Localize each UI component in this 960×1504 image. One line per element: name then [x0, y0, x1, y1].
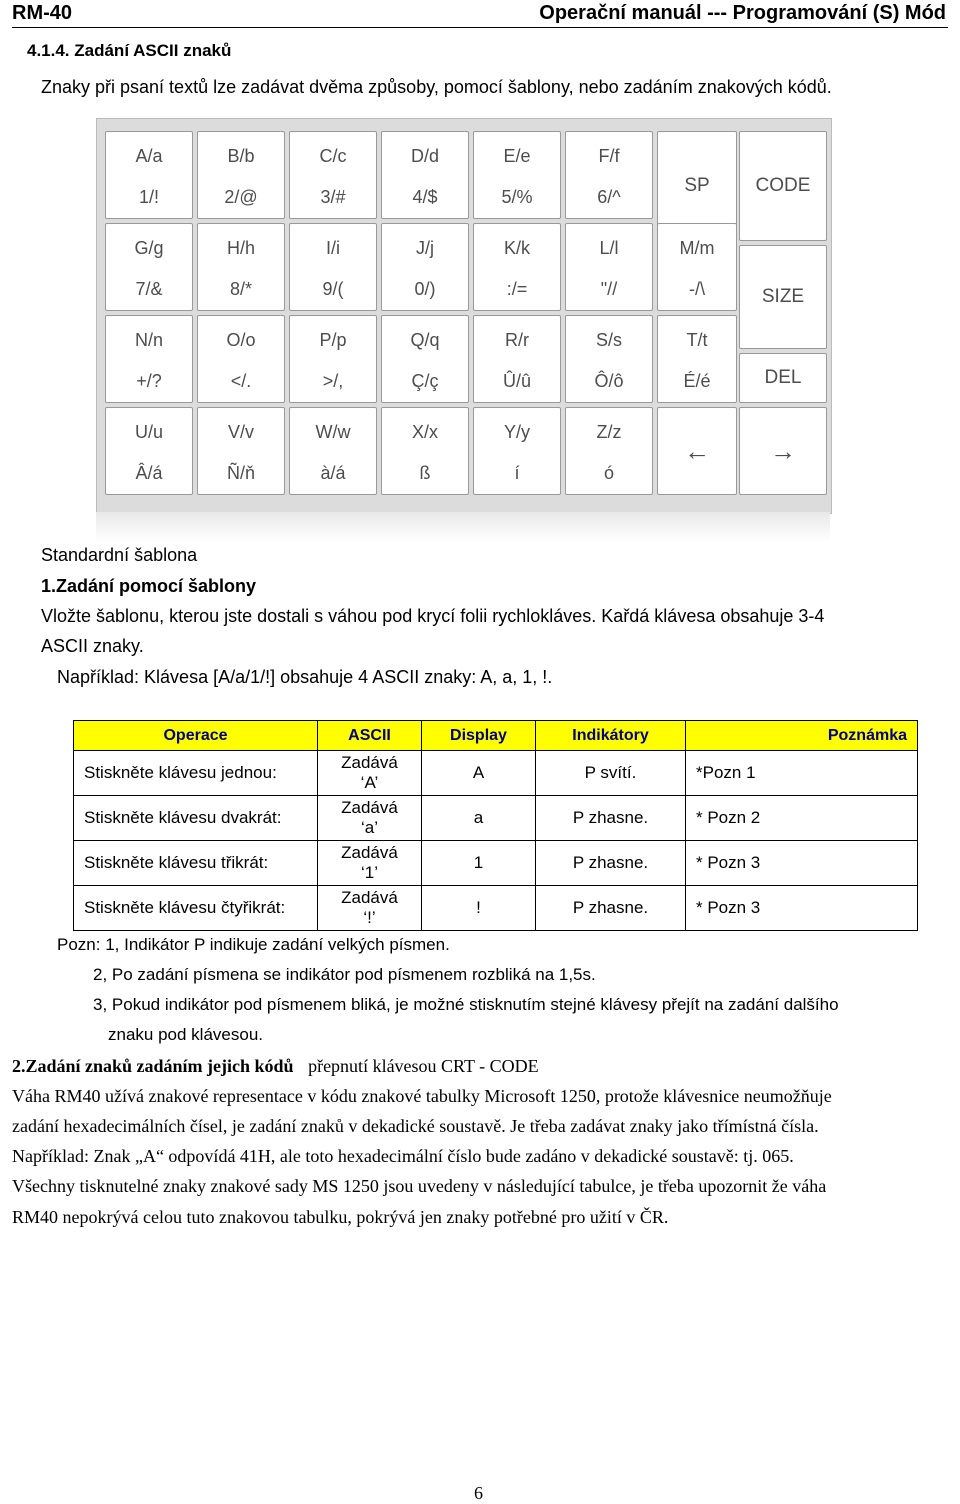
- key-lower-label: Ñ/ň: [226, 463, 255, 483]
- key-label: CODE: [755, 175, 811, 196]
- key-upper-label: V/v: [227, 422, 254, 442]
- table-row: [74, 886, 918, 931]
- ascii-char: ‘A’: [360, 773, 379, 792]
- keyboard-key: [381, 131, 469, 219]
- key-lower-label: >/,: [322, 371, 344, 391]
- operation-table: [73, 720, 918, 931]
- key-upper-label: Z/z: [596, 422, 622, 442]
- cell-indicator: P svítí.: [536, 751, 686, 796]
- cell-operation: Stiskněte klávesu jednou:: [74, 751, 318, 796]
- key-lower-label: 1/!: [138, 187, 159, 207]
- cell-ascii: [318, 886, 422, 931]
- col-header-ascii: ASCII: [318, 721, 422, 751]
- ascii-label: Zadává: [341, 798, 398, 817]
- page-header: [12, 0, 948, 28]
- keyboard-key: [105, 407, 193, 495]
- key-upper-label: H/h: [226, 238, 255, 258]
- keyboard-key: [565, 407, 653, 495]
- keyboard-key: [105, 315, 193, 403]
- key-lower-label: Â/á: [135, 463, 163, 483]
- key-upper-label: L/l: [599, 238, 619, 258]
- table-row: [74, 796, 918, 841]
- col-header-poznamka: Poznámka: [686, 721, 918, 751]
- key-upper-label: O/o: [226, 330, 256, 350]
- page-number: 6: [474, 1483, 483, 1503]
- keyboard-key: [565, 223, 653, 311]
- ascii-label: Zadává: [341, 888, 398, 907]
- keyboard-key: [657, 223, 737, 311]
- keyboard-key: [289, 223, 377, 311]
- key-upper-label: N/n: [134, 330, 163, 350]
- key-label: DEL: [764, 367, 802, 388]
- keyboard-key: [289, 407, 377, 495]
- method1-title: 1.Zadání pomocí šablony: [41, 576, 257, 596]
- key-upper-label: Y/y: [503, 422, 530, 442]
- cell-note: * Pozn 3: [686, 886, 918, 931]
- keyboard-key: [565, 131, 653, 219]
- col-header-operace: Operace: [74, 721, 318, 751]
- key-upper-label: E/e: [503, 146, 531, 166]
- key-lower-label: 0/): [414, 279, 436, 299]
- cell-display: !: [422, 886, 536, 931]
- key-lower-label: Û/û: [502, 371, 531, 391]
- key-lower-label: "//: [600, 279, 618, 299]
- key-lower-label: à/á: [320, 463, 346, 483]
- code-key: [739, 131, 827, 241]
- keyboard-key: [381, 407, 469, 495]
- method1-text: Vložte šablonu, kterou jste dostali s váhou pod krycí folii rychlokláves. Kařdá klávesa obsahuje 3-4: [41, 606, 825, 626]
- key-upper-label: W/w: [315, 422, 351, 442]
- key-upper-label: T/t: [686, 330, 708, 350]
- key-lower-label: 7/&: [135, 279, 163, 299]
- method2-title: 2.Zadání znaků zadáním jejich kódů: [12, 1056, 294, 1076]
- cell-note: * Pozn 3: [686, 841, 918, 886]
- section-title: 4.1.4. Zadání ASCII znaků: [27, 41, 232, 60]
- note-2: 2, Po zadání písmena se indikátor pod písmenem rozbliká na 1,5s.: [93, 965, 596, 984]
- table-row: [74, 751, 918, 796]
- cell-display: A: [422, 751, 536, 796]
- key-upper-label: F/f: [598, 146, 620, 166]
- key-lower-label: ó: [603, 463, 614, 483]
- arrow-right-icon: →: [770, 436, 796, 466]
- key-lower-label: 2/@: [224, 187, 258, 207]
- keyboard-key: [105, 223, 193, 311]
- keyboard-key: [197, 223, 285, 311]
- key-upper-label: A/a: [135, 146, 163, 166]
- cell-ascii: [318, 841, 422, 886]
- cell-display: a: [422, 796, 536, 841]
- cell-indicator: P zhasne.: [536, 796, 686, 841]
- key-lower-label: í: [514, 463, 520, 483]
- key-upper-label: J/j: [416, 238, 434, 258]
- cell-operation: Stiskněte klávesu dvakrát:: [74, 796, 318, 841]
- key-lower-label: 5/%: [501, 187, 533, 207]
- key-lower-label: +/?: [136, 371, 162, 391]
- key-lower-label: :/=: [506, 279, 528, 299]
- method2-heading: [12, 1056, 539, 1077]
- keyboard-key: [565, 315, 653, 403]
- cell-display: 1: [422, 841, 536, 886]
- cell-ascii: [318, 796, 422, 841]
- method2-line: RM40 nepokrývá celou tuto znakovou tabulku, pokrývá jen znaky potřebné pro užití v ČR.: [12, 1207, 669, 1227]
- keyboard-key: [289, 131, 377, 219]
- key-label: SP: [684, 175, 710, 196]
- table-row: [74, 841, 918, 886]
- cell-ascii: [318, 751, 422, 796]
- keyboard-key: [381, 315, 469, 403]
- method2-line: Všechny tisknutelné znaky znakové sady MS 1250 jsou uvedeny v následující tabulce, je třeba upozornit že váha: [12, 1176, 827, 1196]
- cell-operation: Stiskněte klávesu čtyřikrát:: [74, 886, 318, 931]
- cell-indicator: P zhasne.: [536, 886, 686, 931]
- key-upper-label: D/d: [410, 146, 439, 166]
- table-header-row: [74, 721, 918, 751]
- ascii-char: ‘!’: [363, 908, 376, 927]
- intro-text: Znaky při psaní textů lze zadávat dvěma způsoby, pomocí šablony, nebo zadáním znakových kódů.: [41, 77, 832, 97]
- cell-indicator: P zhasne.: [536, 841, 686, 886]
- keyboard-shadow: [96, 512, 830, 542]
- arrow-left-icon: ←: [684, 436, 710, 466]
- key-lower-label: 9/(: [322, 279, 344, 299]
- key-label: SIZE: [761, 286, 805, 307]
- key-upper-label: U/u: [134, 422, 163, 442]
- ascii-char: ‘a’: [360, 818, 378, 837]
- key-lower-label: 8/*: [229, 279, 253, 299]
- keyboard-key: [473, 131, 561, 219]
- key-upper-label: Q/q: [410, 330, 440, 350]
- left-arrow-key: [657, 407, 737, 495]
- del-key: [739, 353, 827, 403]
- keyboard-key: [473, 223, 561, 311]
- note-1: Pozn: 1, Indikátor P indikuje zadání velkých písmen.: [57, 935, 450, 954]
- key-lower-label: 6/^: [597, 187, 621, 207]
- method2-subtitle: přepnutí klávesou CRT - CODE: [308, 1056, 539, 1076]
- method2-line: zadání hexadecimálních čísel, je zadání znaků v dekadické soustavě. Je třeba zadávat znaky jako třímístná čísla.: [12, 1116, 819, 1136]
- manual-model: RM-40: [12, 2, 73, 24]
- ascii-char: ‘1’: [360, 863, 378, 882]
- cell-operation: Stiskněte klávesu třikrát:: [74, 841, 318, 886]
- note-3-cont: znaku pod klávesou.: [108, 1025, 263, 1044]
- note-3: 3, Pokud indikátor pod písmenem bliká, je možné stisknutím stejné klávesy přejít na zadání dalšího: [93, 995, 839, 1014]
- key-upper-label: C/c: [319, 146, 347, 166]
- cell-note: *Pozn 1: [686, 751, 918, 796]
- col-header-display: Display: [422, 721, 536, 751]
- key-lower-label: Ô/ô: [594, 371, 624, 391]
- key-upper-label: R/r: [505, 330, 529, 350]
- keyboard-key: [473, 315, 561, 403]
- keyboard-key: [381, 223, 469, 311]
- size-key: [739, 245, 827, 349]
- ascii-label: Zadává: [341, 753, 398, 772]
- cell-note: * Pozn 2: [686, 796, 918, 841]
- keyboard-key: [473, 407, 561, 495]
- key-lower-label: É/é: [683, 371, 711, 391]
- keyboard-key: [657, 315, 737, 403]
- manual-title: Operační manuál --- Programování (S) Mód: [539, 2, 946, 24]
- image-caption: Standardní šablona: [41, 545, 198, 565]
- key-lower-label: </.: [230, 371, 252, 391]
- method1-text-cont: ASCII znaky.: [41, 636, 144, 656]
- keyboard-key: [289, 315, 377, 403]
- keyboard-template-image: [96, 118, 832, 514]
- keyboard-key: [105, 131, 193, 219]
- key-upper-label: P/p: [319, 330, 347, 350]
- method2-line: Váha RM40 užívá znakové representace v kódu znakové tabulky Microsoft 1250, protože klávesnice neumožňuje: [12, 1086, 832, 1106]
- method2-line: Například: Znak „A“ odpovídá 41H, ale toto hexadecimální číslo bude zadáno v dekadické soustavě: tj. 065.: [12, 1146, 794, 1166]
- method1-example: Například: Klávesa [A/a/1/!] obsahuje 4 ASCII znaky: A, a, 1, !.: [57, 667, 553, 687]
- key-lower-label: 4/$: [412, 187, 438, 207]
- keyboard-key: [197, 407, 285, 495]
- key-upper-label: I/i: [325, 238, 340, 258]
- key-upper-label: M/m: [679, 238, 715, 258]
- keyboard-key: [197, 315, 285, 403]
- keyboard-key: [197, 131, 285, 219]
- right-arrow-key: [739, 407, 827, 495]
- key-lower-label: Ç/ç: [411, 371, 439, 391]
- ascii-label: Zadává: [341, 843, 398, 862]
- key-lower-label: ß: [419, 463, 431, 483]
- key-upper-label: S/s: [595, 330, 622, 350]
- key-upper-label: G/g: [134, 238, 164, 258]
- key-upper-label: X/x: [411, 422, 438, 442]
- key-upper-label: K/k: [503, 238, 530, 258]
- key-lower-label: 3/#: [320, 187, 346, 207]
- key-upper-label: B/b: [227, 146, 255, 166]
- col-header-indikatory: Indikátory: [536, 721, 686, 751]
- key-lower-label: -/\: [689, 279, 705, 299]
